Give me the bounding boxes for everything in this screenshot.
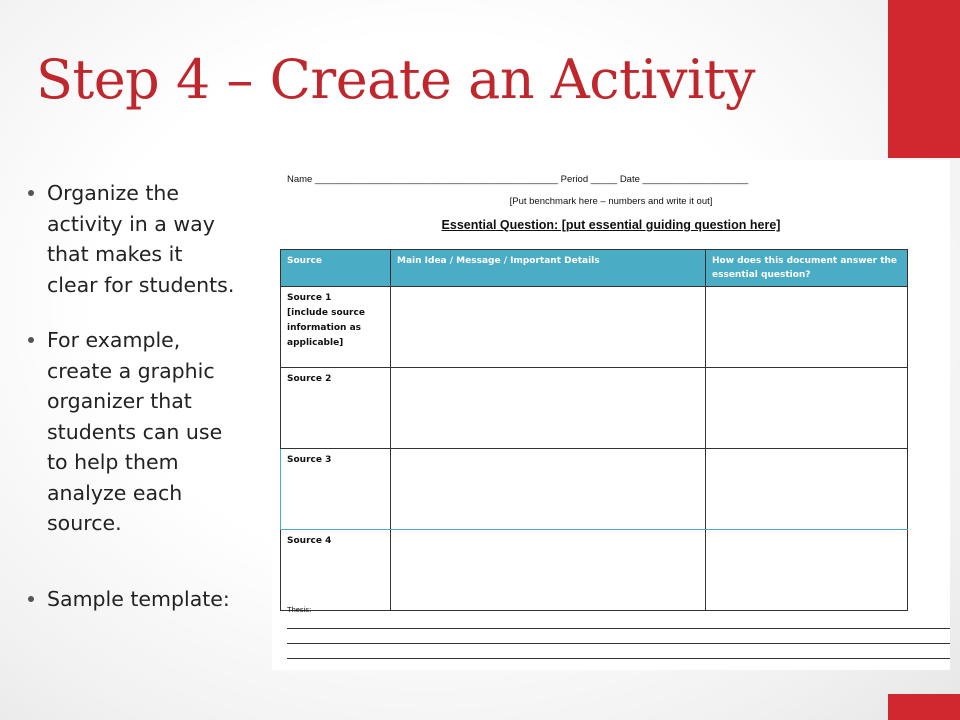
thesis-line xyxy=(287,658,950,659)
bullet-list xyxy=(26,178,266,614)
source-note: information as xyxy=(287,323,362,333)
benchmark-line: [Put benchmark here – numbers and write it out] xyxy=(509,196,713,207)
source-label: Source 4 xyxy=(287,536,332,546)
table-row xyxy=(281,368,908,449)
bullet-line: organizer that xyxy=(47,389,192,413)
source-label: Source 1 xyxy=(287,293,332,303)
source-cell xyxy=(281,449,391,530)
thesis-label: Thesis: xyxy=(287,605,312,614)
column-header-answer: How does this document answer the essential question? xyxy=(706,250,908,287)
source-label: Source 3 xyxy=(287,455,332,465)
column-header-main-idea: Main Idea / Message / Important Details xyxy=(391,250,706,287)
bullet-line: source. xyxy=(47,511,122,535)
answer-cell xyxy=(706,368,908,449)
name-period-date-line: Name ______________________________________________ Period _____ Date ____________________ xyxy=(287,174,749,185)
bullet-line: Sample template: xyxy=(47,586,230,611)
answer-cell xyxy=(706,530,908,611)
bullet-item xyxy=(26,325,266,539)
slide-title: Step 4 – Create an Activity xyxy=(36,48,756,111)
table-row xyxy=(281,449,908,530)
main-idea-cell xyxy=(391,449,706,530)
table-row xyxy=(281,287,908,368)
bullet-line: create a graphic xyxy=(47,358,215,383)
bullet-line: Organize the xyxy=(47,181,179,205)
bullet-line: activity in a way xyxy=(47,211,215,236)
answer-cell xyxy=(706,287,908,368)
table-row xyxy=(281,530,908,611)
source-note: [include source xyxy=(287,308,365,318)
bullet-item xyxy=(26,178,266,300)
main-idea-cell xyxy=(391,287,706,368)
bullet-line: that makes it xyxy=(47,242,183,266)
bullet-line: analyze each xyxy=(47,480,183,505)
table-header-row xyxy=(281,250,908,287)
main-idea-cell xyxy=(391,368,706,449)
thesis-line xyxy=(287,643,950,644)
graphic-organizer-table xyxy=(280,249,908,611)
main-idea-cell xyxy=(391,530,706,611)
bullet-line: clear for students. xyxy=(47,272,235,297)
source-note: applicable] xyxy=(287,338,344,348)
thesis-line xyxy=(287,628,950,629)
sample-template-document xyxy=(272,160,950,670)
source-cell xyxy=(281,287,391,368)
accent-bar-top xyxy=(888,0,960,158)
bullet-line: to help them xyxy=(47,450,179,474)
essential-question: Essential Question: [put essential guiding question here] xyxy=(441,218,781,232)
source-label: Source 2 xyxy=(287,374,332,384)
bullet-line: For example, xyxy=(47,328,181,352)
answer-cell xyxy=(706,449,908,530)
column-header-source: Source xyxy=(281,250,391,287)
bullet-item xyxy=(26,584,266,615)
source-cell xyxy=(281,368,391,449)
accent-bar-bottom xyxy=(888,694,960,720)
source-cell xyxy=(281,530,391,611)
bullet-line: students can use xyxy=(47,419,223,444)
